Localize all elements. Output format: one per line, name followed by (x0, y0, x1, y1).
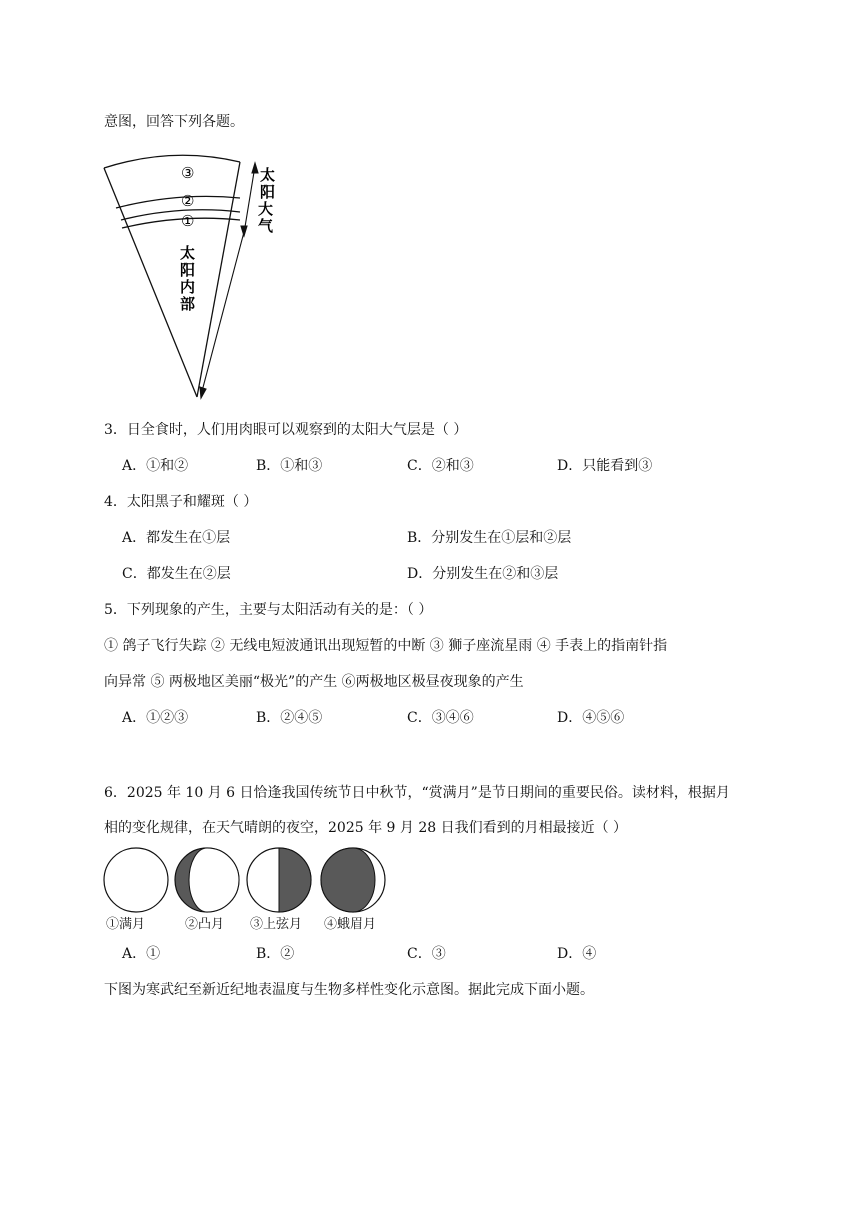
q4-option-d: D．分别发生在②和③层 (407, 566, 559, 582)
q5-line-2: 向异常 ⑤ 两极地区美丽“极光”的产生 ⑥两极地区极昼夜现象的产生 (104, 674, 524, 690)
q4-stem: 4．太阳黑子和耀斑（ ） (104, 494, 258, 510)
q5-option-d: D．④⑤⑥ (557, 710, 625, 726)
moon-label-4: ④蛾眉月 (324, 917, 377, 932)
q3-option-c: C．②和③ (407, 458, 474, 474)
first-quarter-moon-icon (247, 848, 311, 912)
moon-label-2: ②凸月 (185, 917, 225, 932)
next-section-intro: 下图为寒武纪至新近纪地表温度与生物多样性变化示意图。据此完成下面小题。 (104, 982, 594, 998)
full-moon-icon (104, 848, 168, 912)
q6-option-d: D．④ (557, 946, 597, 962)
q3-stem: 3．日全食时，人们用肉眼可以观察到的太阳大气层是（ ） (104, 422, 468, 438)
interior-label-4: 部 (180, 295, 196, 313)
q6-option-c: C．③ (407, 946, 446, 962)
q5-option-c: C．③④⑥ (407, 710, 474, 726)
moon-phases-figure (100, 844, 400, 916)
q6-option-a: A．① (122, 946, 161, 962)
q6-option-b: B．② (256, 946, 295, 962)
q3-option-b: B．①和③ (256, 458, 323, 474)
atmosphere-label-4: 气 (258, 217, 274, 235)
q5-option-b: B．②④⑤ (256, 710, 323, 726)
q4-option-c: C．都发生在②层 (122, 566, 231, 582)
atmosphere-label-2: 阳 (260, 183, 276, 201)
layer-3-label: ③ (181, 164, 195, 182)
interior-label-3: 内 (180, 278, 196, 296)
atmosphere-label-1: 太 (260, 166, 276, 184)
moon-label-3: ③上弦月 (250, 917, 303, 932)
q5-stem: 5．下列现象的产生，主要与太阳活动有关的是：（ ） (104, 602, 433, 618)
layer-1-label: ① (181, 212, 195, 230)
intro-text: 意图，回答下列各题。 (104, 114, 244, 130)
q6-stem-line-1: 6．2025 年 10 月 6 日恰逢我国传统节日中秋节，“赏满月”是节日期间的重要民俗。读材料，根据月 (104, 785, 730, 801)
gibbous-moon-icon (175, 848, 239, 912)
q4-option-a: A．都发生在①层 (122, 530, 231, 546)
interior-label-2: 阳 (180, 261, 196, 279)
sun-structure-diagram (95, 150, 295, 400)
crescent-moon-icon (321, 848, 385, 912)
q4-option-b: B．分别发生在①层和②层 (407, 530, 572, 546)
layer-2-label: ② (181, 192, 195, 210)
moon-label-1: ①满月 (106, 917, 146, 932)
q5-line-1: ① 鸽子飞行失踪 ② 无线电短波通讯出现短暂的中断 ③ 狮子座流星雨 ④ 手表上的指南针指 (104, 638, 668, 654)
q5-option-a: A．①②③ (122, 710, 189, 726)
q6-stem-line-2: 相的变化规律，在天气晴朗的夜空，2025 年 9 月 28 日我们看到的月相最接近（ ） (104, 820, 628, 836)
q3-option-a: A．①和② (122, 458, 189, 474)
q3-option-d: D．只能看到③ (557, 458, 653, 474)
interior-label-1: 太 (180, 244, 196, 262)
atmosphere-label-3: 大 (258, 200, 274, 218)
